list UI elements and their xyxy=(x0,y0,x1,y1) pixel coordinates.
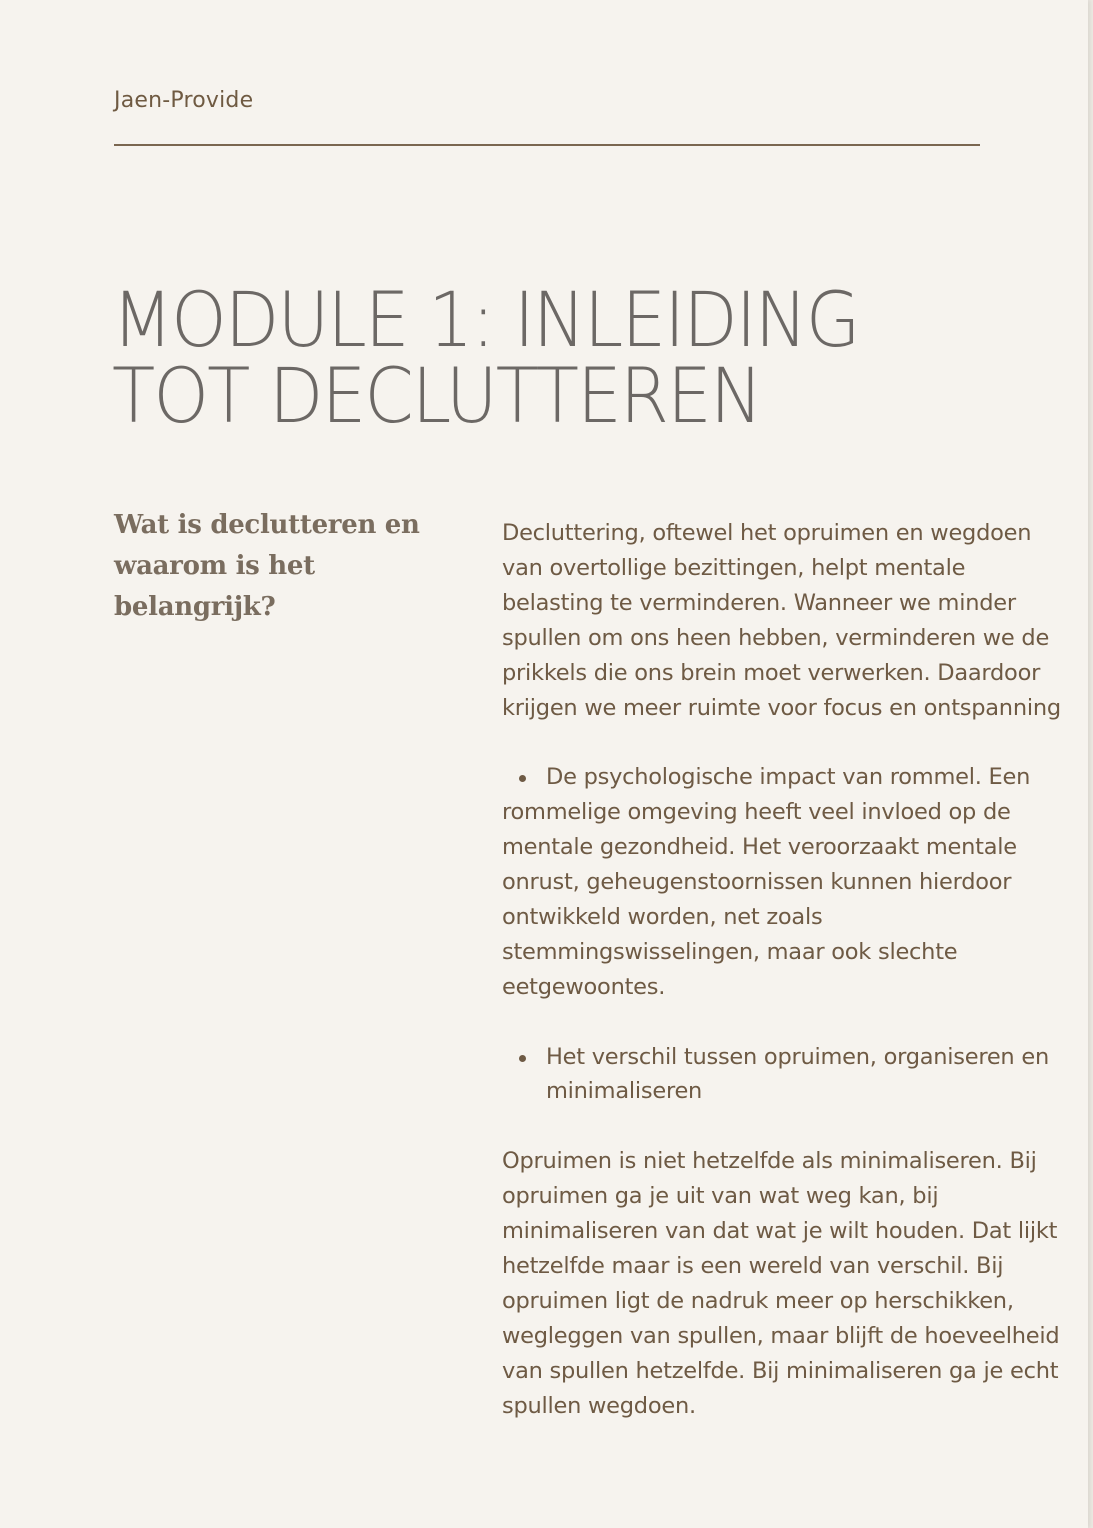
paragraph-spacer xyxy=(502,1005,1072,1040)
paragraph-spacer xyxy=(502,725,1072,760)
header-divider xyxy=(114,144,980,146)
paragraph-spacer xyxy=(502,1109,1072,1144)
intro-paragraph: Decluttering, oftewel het opruimen en wegdoen van overtollige bezittingen, helpt mentale belasting te verminderen. Wanneer we minder spullen om ons heen hebben, verminderen we de prikkels die ons brein moet verwerken. Daardoor krijgen we meer ruimte voor focus en ontspanning xyxy=(502,520,1061,721)
bullet-psychological-impact: De psychologische impact van rommel. Een rommelige omgeving heeft veel invloed op de mentale gezondheid. Het veroorzaakt mentale onrust, geheugenstoornissen kunnen hierdoor ontwikkeld worden, net zoals stemmingswisselingen, maar ook slechte eetgewoontes. xyxy=(502,760,1072,1004)
page-title-line-1: MODULE 1: INLEIDING xyxy=(112,275,859,364)
section-subheading: Wat is declutteren en waarom is het belangrijk? xyxy=(114,510,420,622)
brand-name: Jaen-Provide xyxy=(114,88,254,113)
body-text xyxy=(502,516,1072,1424)
page-title xyxy=(112,275,949,440)
closing-paragraph: Opruimen is niet hetzelfde als minimaliseren. Bij opruimen ga je uit van wat weg kan, bij minimaliseren van dat wat je wilt houden. Dat lijkt hetzelfde maar is een wereld van verschil. Bij opruimen ligt de nadruk meer op herschikken, wegleggen van spullen, maar blijft de hoeveelheid van spullen hetzelfde. Bij minimaliseren ga je echt spullen wegdoen. xyxy=(502,1148,1060,1419)
bullet-difference: Het verschil tussen opruimen, organiseren en minimaliseren xyxy=(502,1040,1072,1110)
page-title-line-2: TOT DECLUTTEREN xyxy=(112,351,761,440)
